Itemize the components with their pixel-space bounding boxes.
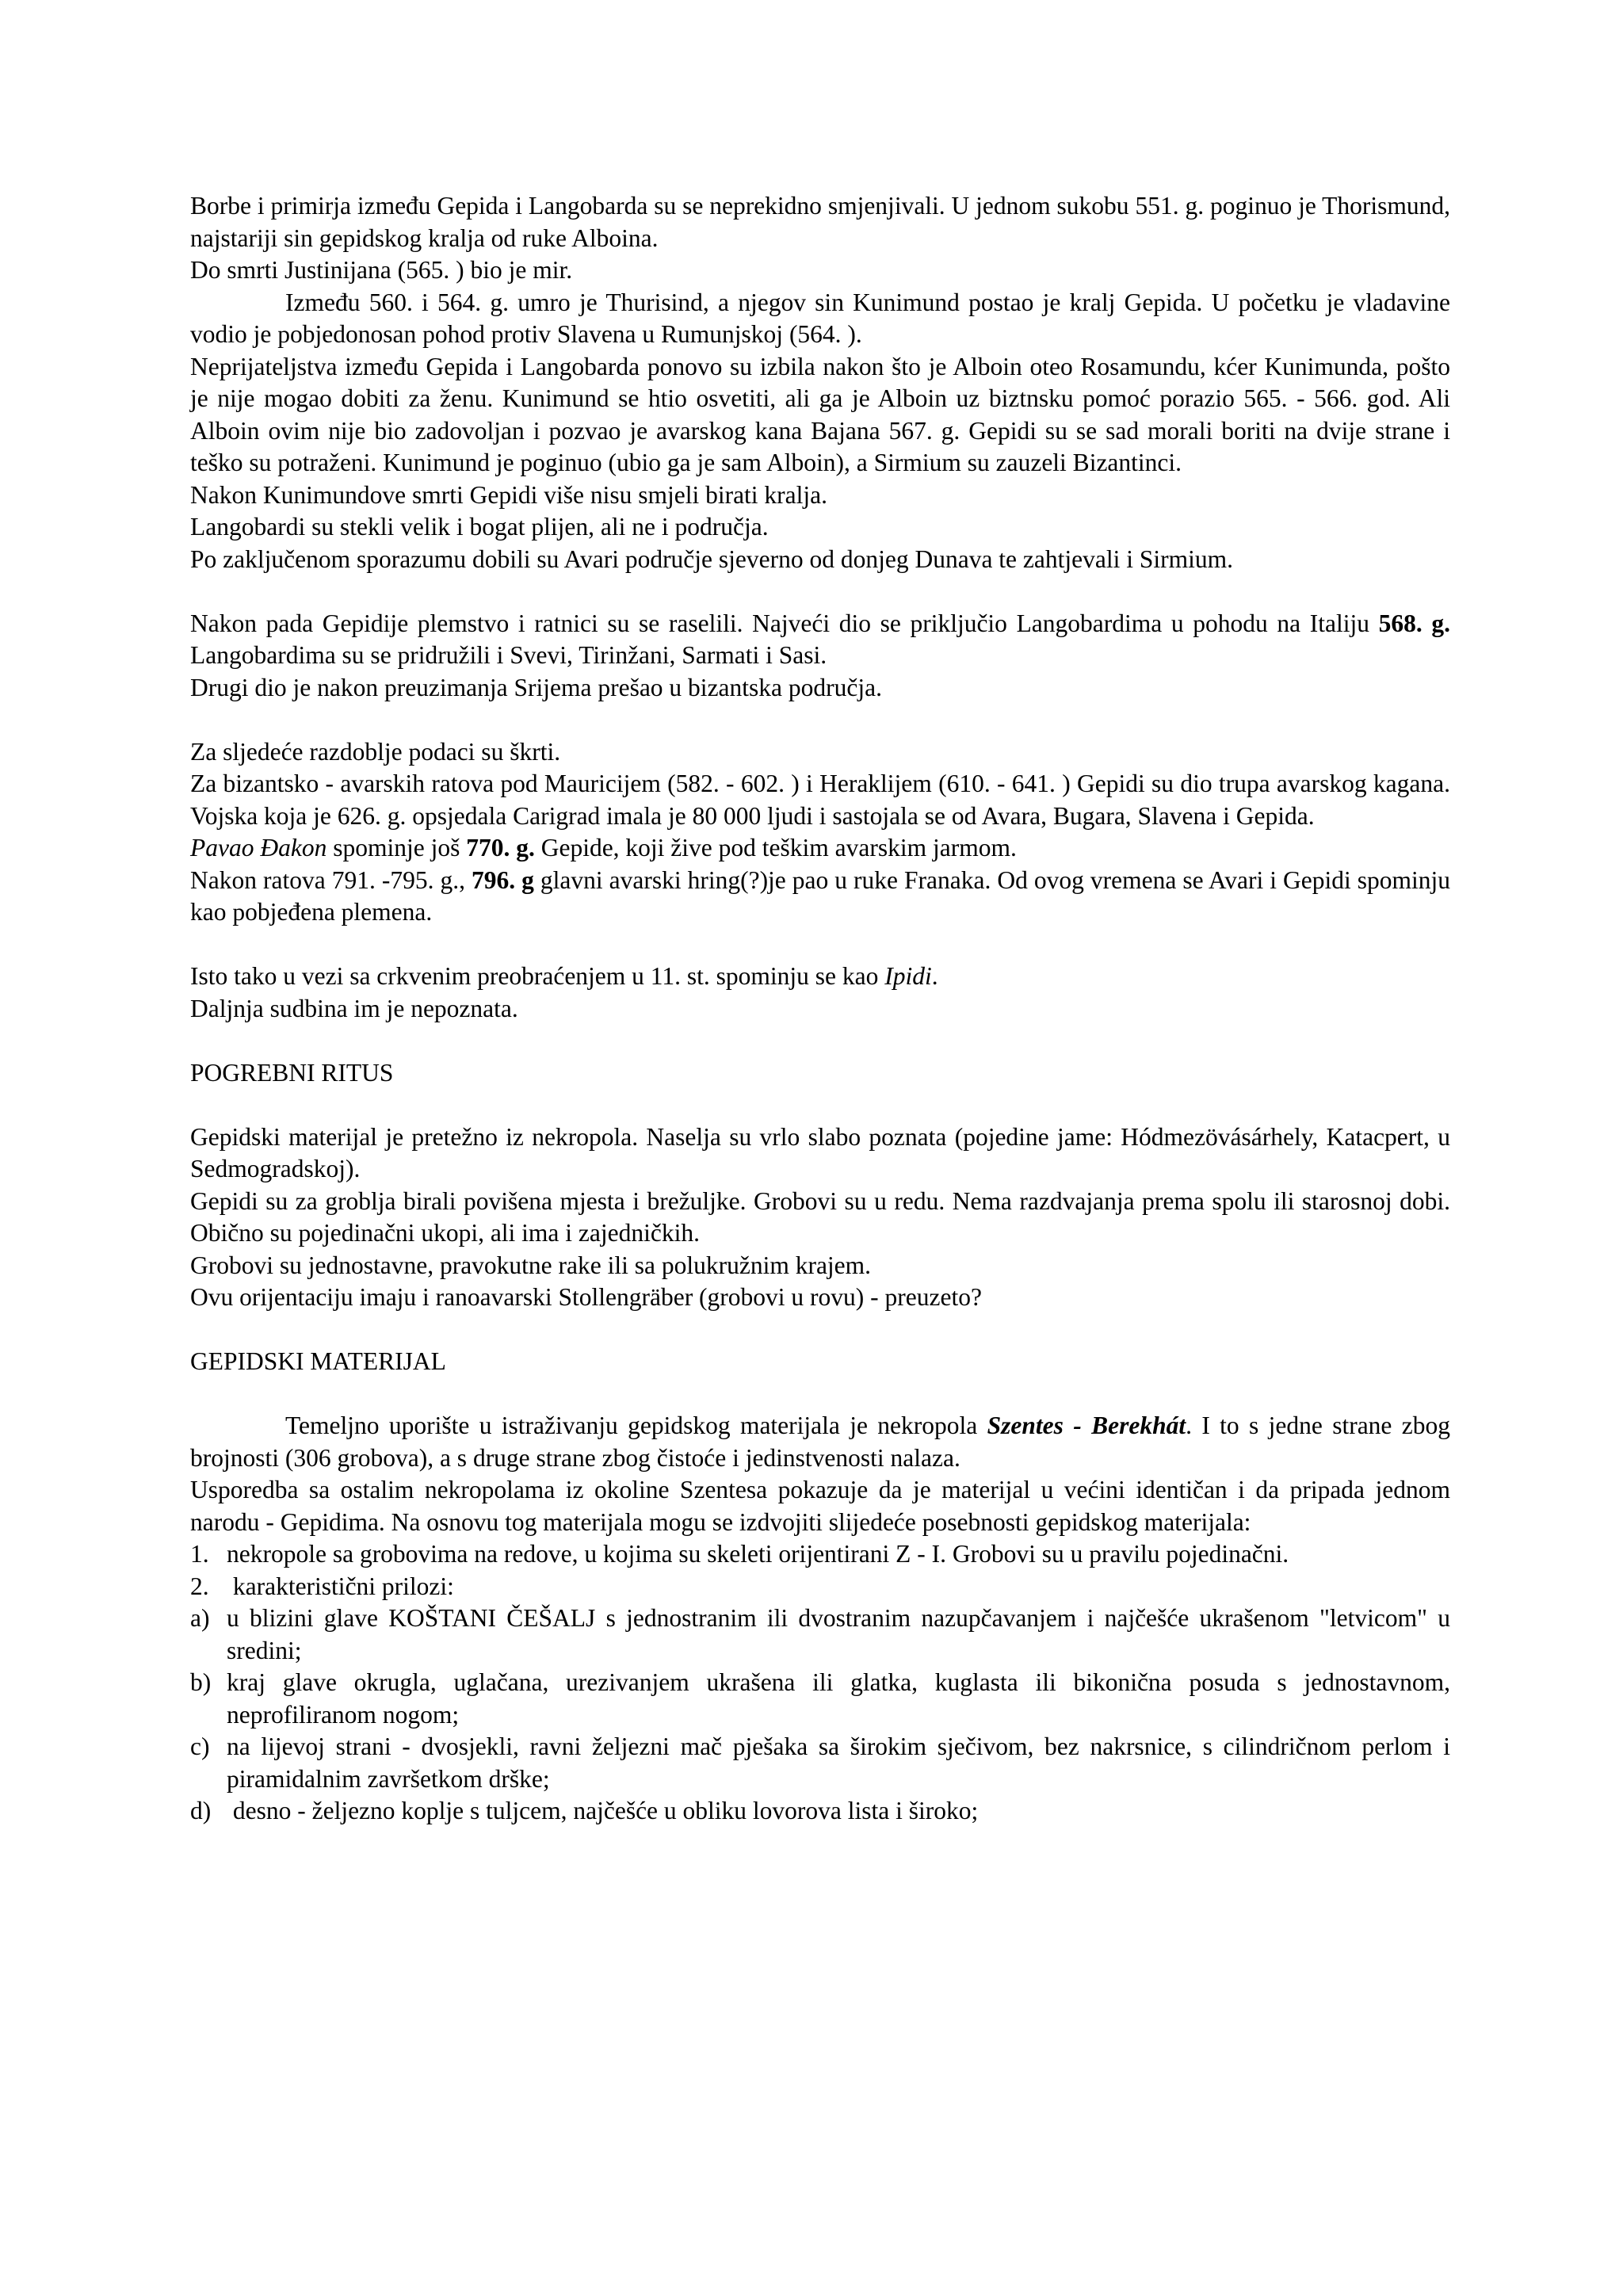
text-run: Za sljedeće razdoblje podaci su škrti. (190, 737, 561, 766)
paragraph (190, 961, 1450, 993)
text-run: 770. g. (466, 834, 535, 861)
text-run: 796. g (471, 865, 534, 894)
text-run: spominje još (327, 834, 467, 861)
list-item (190, 1603, 1450, 1667)
text-run: u blizini glave KOŠTANI ČEŠALJ s jednostranim ili dvostranim nazupčavanjem i najčešće ukrašenom "letvicom" u sredini; (227, 1604, 1450, 1664)
paragraph (190, 190, 1450, 254)
paragraph (190, 736, 1450, 769)
text-run: Gepidski materijal je pretežno iz nekropola. Naselja su vrlo slabo poznata (pojedine jame: Hódmezövásárhely, Katacpert, u Sedmogradskoj). (190, 1122, 1450, 1182)
text-run: Po zaključenom sporazumu dobili su Avari područje sjeverno od donjeg Dunava te zahtjevali i Sirmium. (190, 544, 1233, 573)
paragraph (190, 608, 1450, 672)
text-run: . (931, 962, 938, 990)
blank-line (190, 1378, 1450, 1411)
text-run: Temeljno uporište u istraživanju gepidskog materijala je nekropola (285, 1412, 987, 1439)
paragraph (190, 351, 1450, 479)
text-run: Ipidi (884, 962, 932, 990)
paragraph (190, 1474, 1450, 1538)
text-run: Gepidi su za groblja birali povišena mjesta i brežuljke. Grobovi su u redu. Nema razdvajanja prema spolu ili starosnoj dobi. Obično su pojedinačni ukopi, ali ima i zajedničkih. (190, 1186, 1450, 1247)
list-item (190, 1731, 1450, 1795)
list-marker: d) (190, 1797, 212, 1824)
text-run: Gepide, koji žive pod teškim avarskim jarmom. (534, 834, 1017, 861)
list-item (190, 1795, 1450, 1828)
paragraph (190, 544, 1450, 576)
list-marker: b) (190, 1668, 212, 1696)
text-run: Langobardi su stekli velik i bogat plijen, ali ne i područja. (190, 513, 769, 541)
list-marker: a) (190, 1604, 210, 1632)
blank-line (190, 1089, 1450, 1121)
list-item (190, 1571, 1450, 1603)
text-run: Do smrti Justinijana (565. ) bio je mir. (190, 256, 573, 284)
paragraph (190, 1121, 1450, 1186)
text-run: Drugi dio je nakon preuzimanja Srijema prešao u bizantska područja. (190, 673, 882, 701)
paragraph (190, 865, 1450, 929)
text-run: Nakon Kunimundove smrti Gepidi više nisu smjeli birati kralja. (190, 480, 828, 509)
text-run: nekropole sa grobovima na redove, u kojima su skeleti orijentirani Z - I. Grobovi su u pravilu pojedinačni. (227, 1540, 1289, 1568)
paragraph (190, 254, 1450, 287)
section-heading (190, 1057, 1450, 1090)
paragraph (190, 511, 1450, 544)
text-run: POGREBNI RITUS (190, 1058, 394, 1087)
text-run: kraj glave okrugla, uglačana, urezivanjem ukrašena ili glatka, kuglasta ili bikonična posuda s jednostavnom, neprofiliranom nogom; (227, 1668, 1450, 1729)
blank-line (190, 704, 1450, 736)
list-item (190, 1667, 1450, 1731)
text-run: Između 560. i 564. g. umro je Thurisind, a njegov sin Kunimund postao je kralj Gepida. U početku je vladavine vodio je pobjedonosan pohod protiv Slavena u Rumunjskoj (564. ). (190, 288, 1450, 348)
list-marker: 1. (190, 1540, 209, 1568)
document-body (190, 190, 1450, 1828)
text-run: Borbe i primirja između Gepida i Langobarda su se neprekidno smjenjivali. U jednom sukobu 551. g. poginuo je Thorismund, najstariji sin gepidskog kralja od ruke Alboina. (190, 192, 1450, 252)
text-run: Nakon ratova 791. -795. g., (190, 865, 472, 894)
text-run: Pavao Đakon (190, 834, 327, 861)
blank-line (190, 1314, 1450, 1347)
text-run: Isto tako u vezi sa crkvenim preobraćenjem u 11. st. spominju se kao (190, 962, 885, 990)
paragraph (190, 1186, 1450, 1250)
list-item (190, 1538, 1450, 1571)
text-run: Nakon pada Gepidije plemstvo i ratnici su se raselili. Najveći dio se priključio Langobardima u pohodu na Italiju (190, 609, 1379, 637)
text-run: glavni avarski hring(?)je pao u ruke Franaka. Od ovog vremena se Avari i Gepidi spominju kao pobjeđena plemena. (190, 865, 1450, 926)
text-run: GEPIDSKI MATERIJAL (190, 1347, 446, 1375)
blank-line (190, 1025, 1450, 1057)
text-run: desno - željezno koplje s tuljcem, najčešće u obliku lovorova lista i široko; (227, 1797, 979, 1824)
paragraph (190, 287, 1450, 351)
blank-line (190, 575, 1450, 608)
text-run: Daljnja sudbina im je nepoznata. (190, 994, 518, 1022)
text-run: Za bizantsko - avarskih ratova pod Mauricijem (582. - 602. ) i Heraklijem (610. - 641. ) Gepidi su dio trupa avarskog kagana. Vojska koja je 626. g. opsjedala Carigrad imala je 80 000 ljudi i sastojala se od Avara, Bugara, Slavena i Gepida. (190, 770, 1450, 830)
text-run: 568. g. (1378, 609, 1450, 637)
section-heading (190, 1346, 1450, 1378)
text-run: Langobardima su se pridružili i Svevi, Tirinžani, Sarmati i Sasi. (190, 641, 827, 669)
paragraph (190, 993, 1450, 1026)
list-marker: c) (190, 1733, 210, 1760)
paragraph (190, 1250, 1450, 1282)
paragraph (190, 479, 1450, 512)
paragraph (190, 832, 1450, 865)
paragraph (190, 1410, 1450, 1474)
paragraph (190, 768, 1450, 832)
text-run: Ovu orijentaciju imaju i ranoavarski Stollengräber (grobovi u rovu) - preuzeto? (190, 1283, 982, 1311)
list-marker: 2. (190, 1572, 209, 1600)
text-run: . I to s jedne strane zbog brojnosti (306 grobova), a s druge strane zbog čistoće i jedinstvenosti nalaza. (190, 1412, 1450, 1472)
paragraph (190, 672, 1450, 705)
text-run: Neprijateljstva između Gepida i Langobarda ponovo su izbila nakon što je Alboin oteo Rosamundu, kćer Kunimunda, pošto je nije mogao dobiti za ženu. Kunimund se htio osvetiti, ali ga je Alboin uz biztnsku pomoć porazio 565. - 566. god. Ali Alboin ovim nije bio zadovoljan i pozvao je avarskog kana Bajana 567. g. Gepidi su se sad morali boriti na dvije strane i teško su potraženi. Kunimund je poginuo (ubio ga je sam Alboin), a Sirmium su zauzeli Bizantinci. (190, 352, 1450, 476)
text-run: Usporedba sa ostalim nekropolama iz okoline Szentesa pokazuje da je materijal u većini identičan i da pripada jednom narodu - Gepidima. Na osnovu tog materijala mogu se izdvojiti slijedeće posebnosti gepidskog materijala: (190, 1476, 1450, 1536)
paragraph (190, 1282, 1450, 1314)
blank-line (190, 929, 1450, 961)
text-run: Szentes - Berekhát (987, 1412, 1186, 1439)
text-run: na lijevoj strani - dvosjekli, ravni željezni mač pješaka sa širokim sječivom, bez nakrsnice, s cilindričnom perlom i piramidalnim završetkom drške; (227, 1733, 1450, 1793)
text-run: Grobovi su jednostavne, pravokutne rake ili sa polukružnim krajem. (190, 1251, 872, 1279)
text-run: karakteristični prilozi: (227, 1572, 454, 1600)
